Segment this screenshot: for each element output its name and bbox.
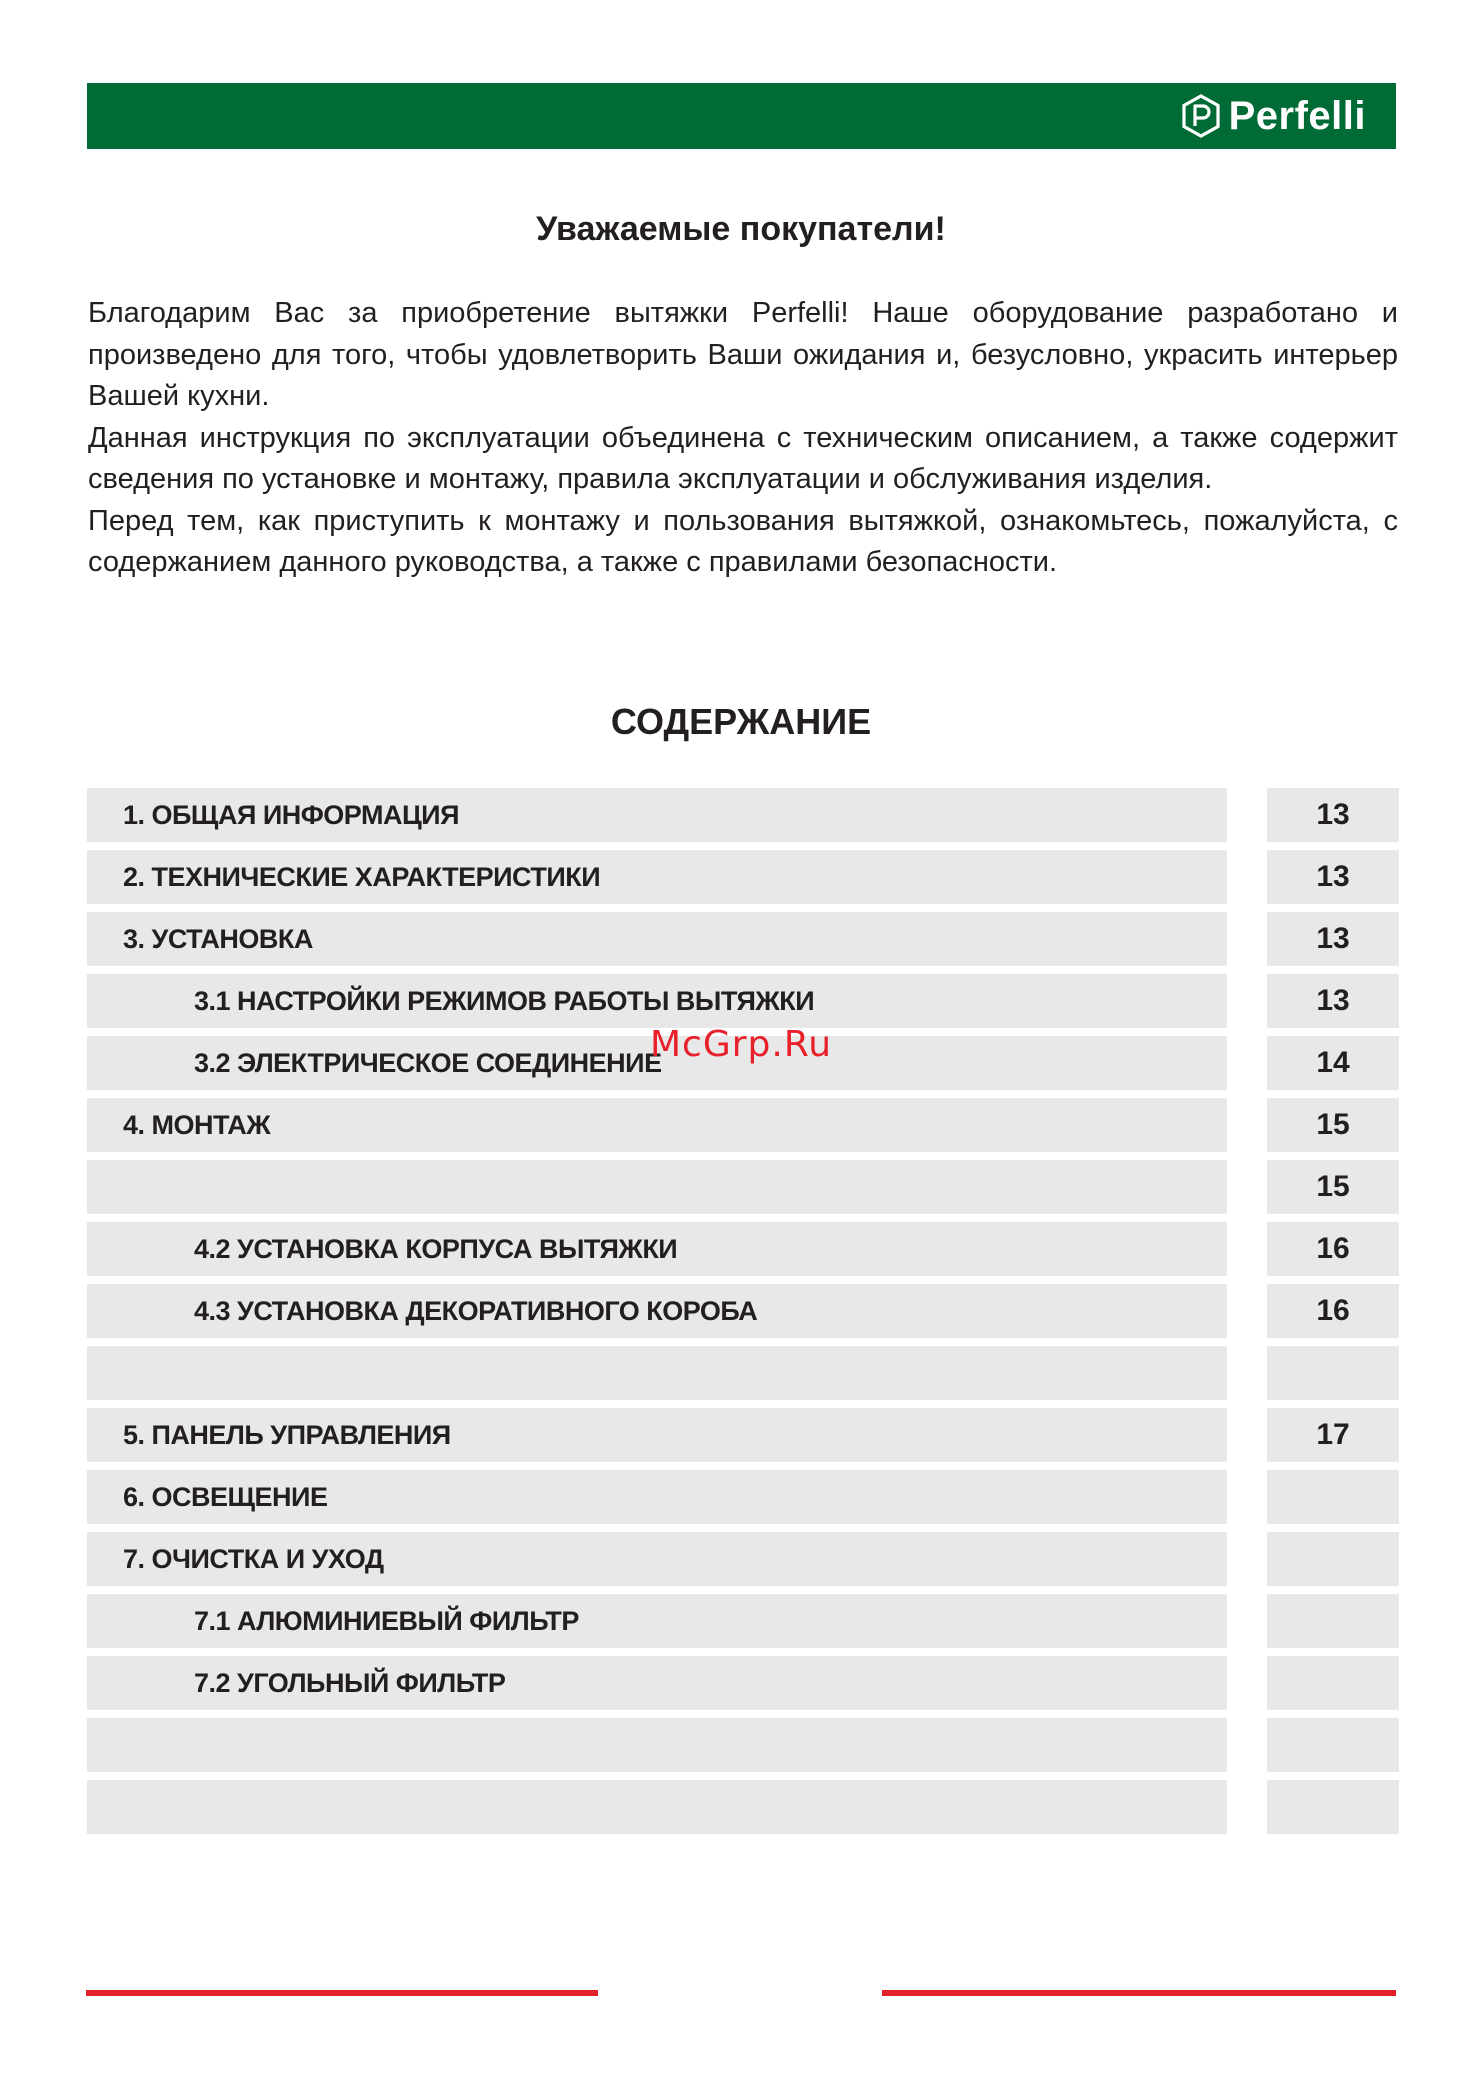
toc-row-page: 13 (1267, 974, 1399, 1028)
toc-row (87, 1098, 1399, 1152)
toc-row-label: 6. ОСВЕЩЕНИЕ (87, 1470, 1227, 1524)
toc-row-page (1267, 1470, 1399, 1524)
toc-row (87, 1284, 1399, 1338)
toc-row-label: 1. ОБЩАЯ ИНФОРМАЦИЯ (87, 788, 1227, 842)
toc-row-label (87, 1160, 1227, 1214)
toc-row (87, 1718, 1399, 1772)
toc-row-label: 3.1 НАСТРОЙКИ РЕЖИМОВ РАБОТЫ ВЫТЯЖКИ (87, 974, 1227, 1028)
toc-row-label: 3. УСТАНОВКА (87, 912, 1227, 966)
toc-row (87, 1408, 1399, 1462)
toc-row-page (1267, 1718, 1399, 1772)
toc-row (87, 1346, 1399, 1400)
toc-row (87, 912, 1399, 966)
footer-line-right (882, 1990, 1396, 1996)
brand-logo (1181, 93, 1366, 139)
toc-row-label: 2. ТЕХНИЧЕСКИЕ ХАРАКТЕРИСТИКИ (87, 850, 1227, 904)
toc-row-page (1267, 1532, 1399, 1586)
intro-paragraph: Данная инструкция по эксплуатации объединена с техническим описанием, а также содержит сведения по установке и монтажу, правила эксплуатации и обслуживания изделия. (88, 421, 1398, 495)
toc-row (87, 1656, 1399, 1710)
watermark: McGrp.Ru (650, 1024, 833, 1065)
toc-row (87, 1222, 1399, 1276)
toc-row-label (87, 1718, 1227, 1772)
toc-row-page (1267, 1656, 1399, 1710)
toc-row (87, 1470, 1399, 1524)
toc-row-page: 15 (1267, 1160, 1399, 1214)
toc-row (87, 788, 1399, 842)
header-band (87, 83, 1396, 149)
toc-row (87, 1532, 1399, 1586)
toc-row-page: 13 (1267, 850, 1399, 904)
toc-row-label (87, 1346, 1227, 1400)
toc-row-page: 13 (1267, 788, 1399, 842)
toc-row-page: 16 (1267, 1222, 1399, 1276)
toc-row-page (1267, 1594, 1399, 1648)
toc-title: СОДЕРЖАНИЕ (610, 701, 872, 742)
toc-row-page: 14 (1267, 1036, 1399, 1090)
toc-row-label: 7. ОЧИСТКА И УХОД (87, 1532, 1227, 1586)
toc-row-label: 4.2 УСТАНОВКА КОРПУСА ВЫТЯЖКИ (87, 1222, 1227, 1276)
table-of-contents (87, 788, 1399, 1842)
toc-row (87, 974, 1399, 1028)
toc-row-page: 16 (1267, 1284, 1399, 1338)
toc-row (87, 1160, 1399, 1214)
toc-row (87, 1594, 1399, 1648)
toc-row-page: 17 (1267, 1408, 1399, 1462)
toc-row-page: 13 (1267, 912, 1399, 966)
brand-name: Perfelli (1228, 94, 1366, 138)
toc-row-label: 7.2 УГОЛЬНЫЙ ФИЛЬТР (87, 1656, 1227, 1710)
toc-row-page (1267, 1346, 1399, 1400)
toc-row-label (87, 1780, 1227, 1834)
toc-row-label: 4. МОНТАЖ (87, 1098, 1227, 1152)
greeting-heading: Уважаемые покупатели! (536, 210, 946, 248)
intro-paragraph: Перед тем, как приступить к монтажу и пользования вытяжкой, ознакомьтесь, пожалуйста, с содержанием данного руководства, а также с правилами безопасности. (88, 504, 1398, 578)
toc-row-page: 15 (1267, 1098, 1399, 1152)
intro-paragraph: Благодарим Вас за приобретение вытяжки Perfelli! Наше оборудование разработано и произведено для того, чтобы удовлетворить Ваши ожидания и, безусловно, украсить интерьер Вашей кухни. (88, 297, 1398, 412)
toc-row (87, 850, 1399, 904)
toc-row (87, 1780, 1399, 1834)
toc-row-label: 7.1 АЛЮМИНИЕВЫЙ ФИЛЬТР (87, 1594, 1227, 1648)
intro-text (88, 293, 1398, 584)
toc-row-label: 5. ПАНЕЛЬ УПРАВЛЕНИЯ (87, 1408, 1227, 1462)
toc-row-label: 4.3 УСТАНОВКА ДЕКОРАТИВНОГО КОРОБА (87, 1284, 1227, 1338)
toc-row-label: 3.2 ЭЛЕКТРИЧЕСКОЕ СОЕДИНЕНИЕ (87, 1036, 1227, 1090)
perfelli-logo-icon (1181, 94, 1221, 138)
footer-line-left (86, 1990, 598, 1996)
toc-row-page (1267, 1780, 1399, 1834)
